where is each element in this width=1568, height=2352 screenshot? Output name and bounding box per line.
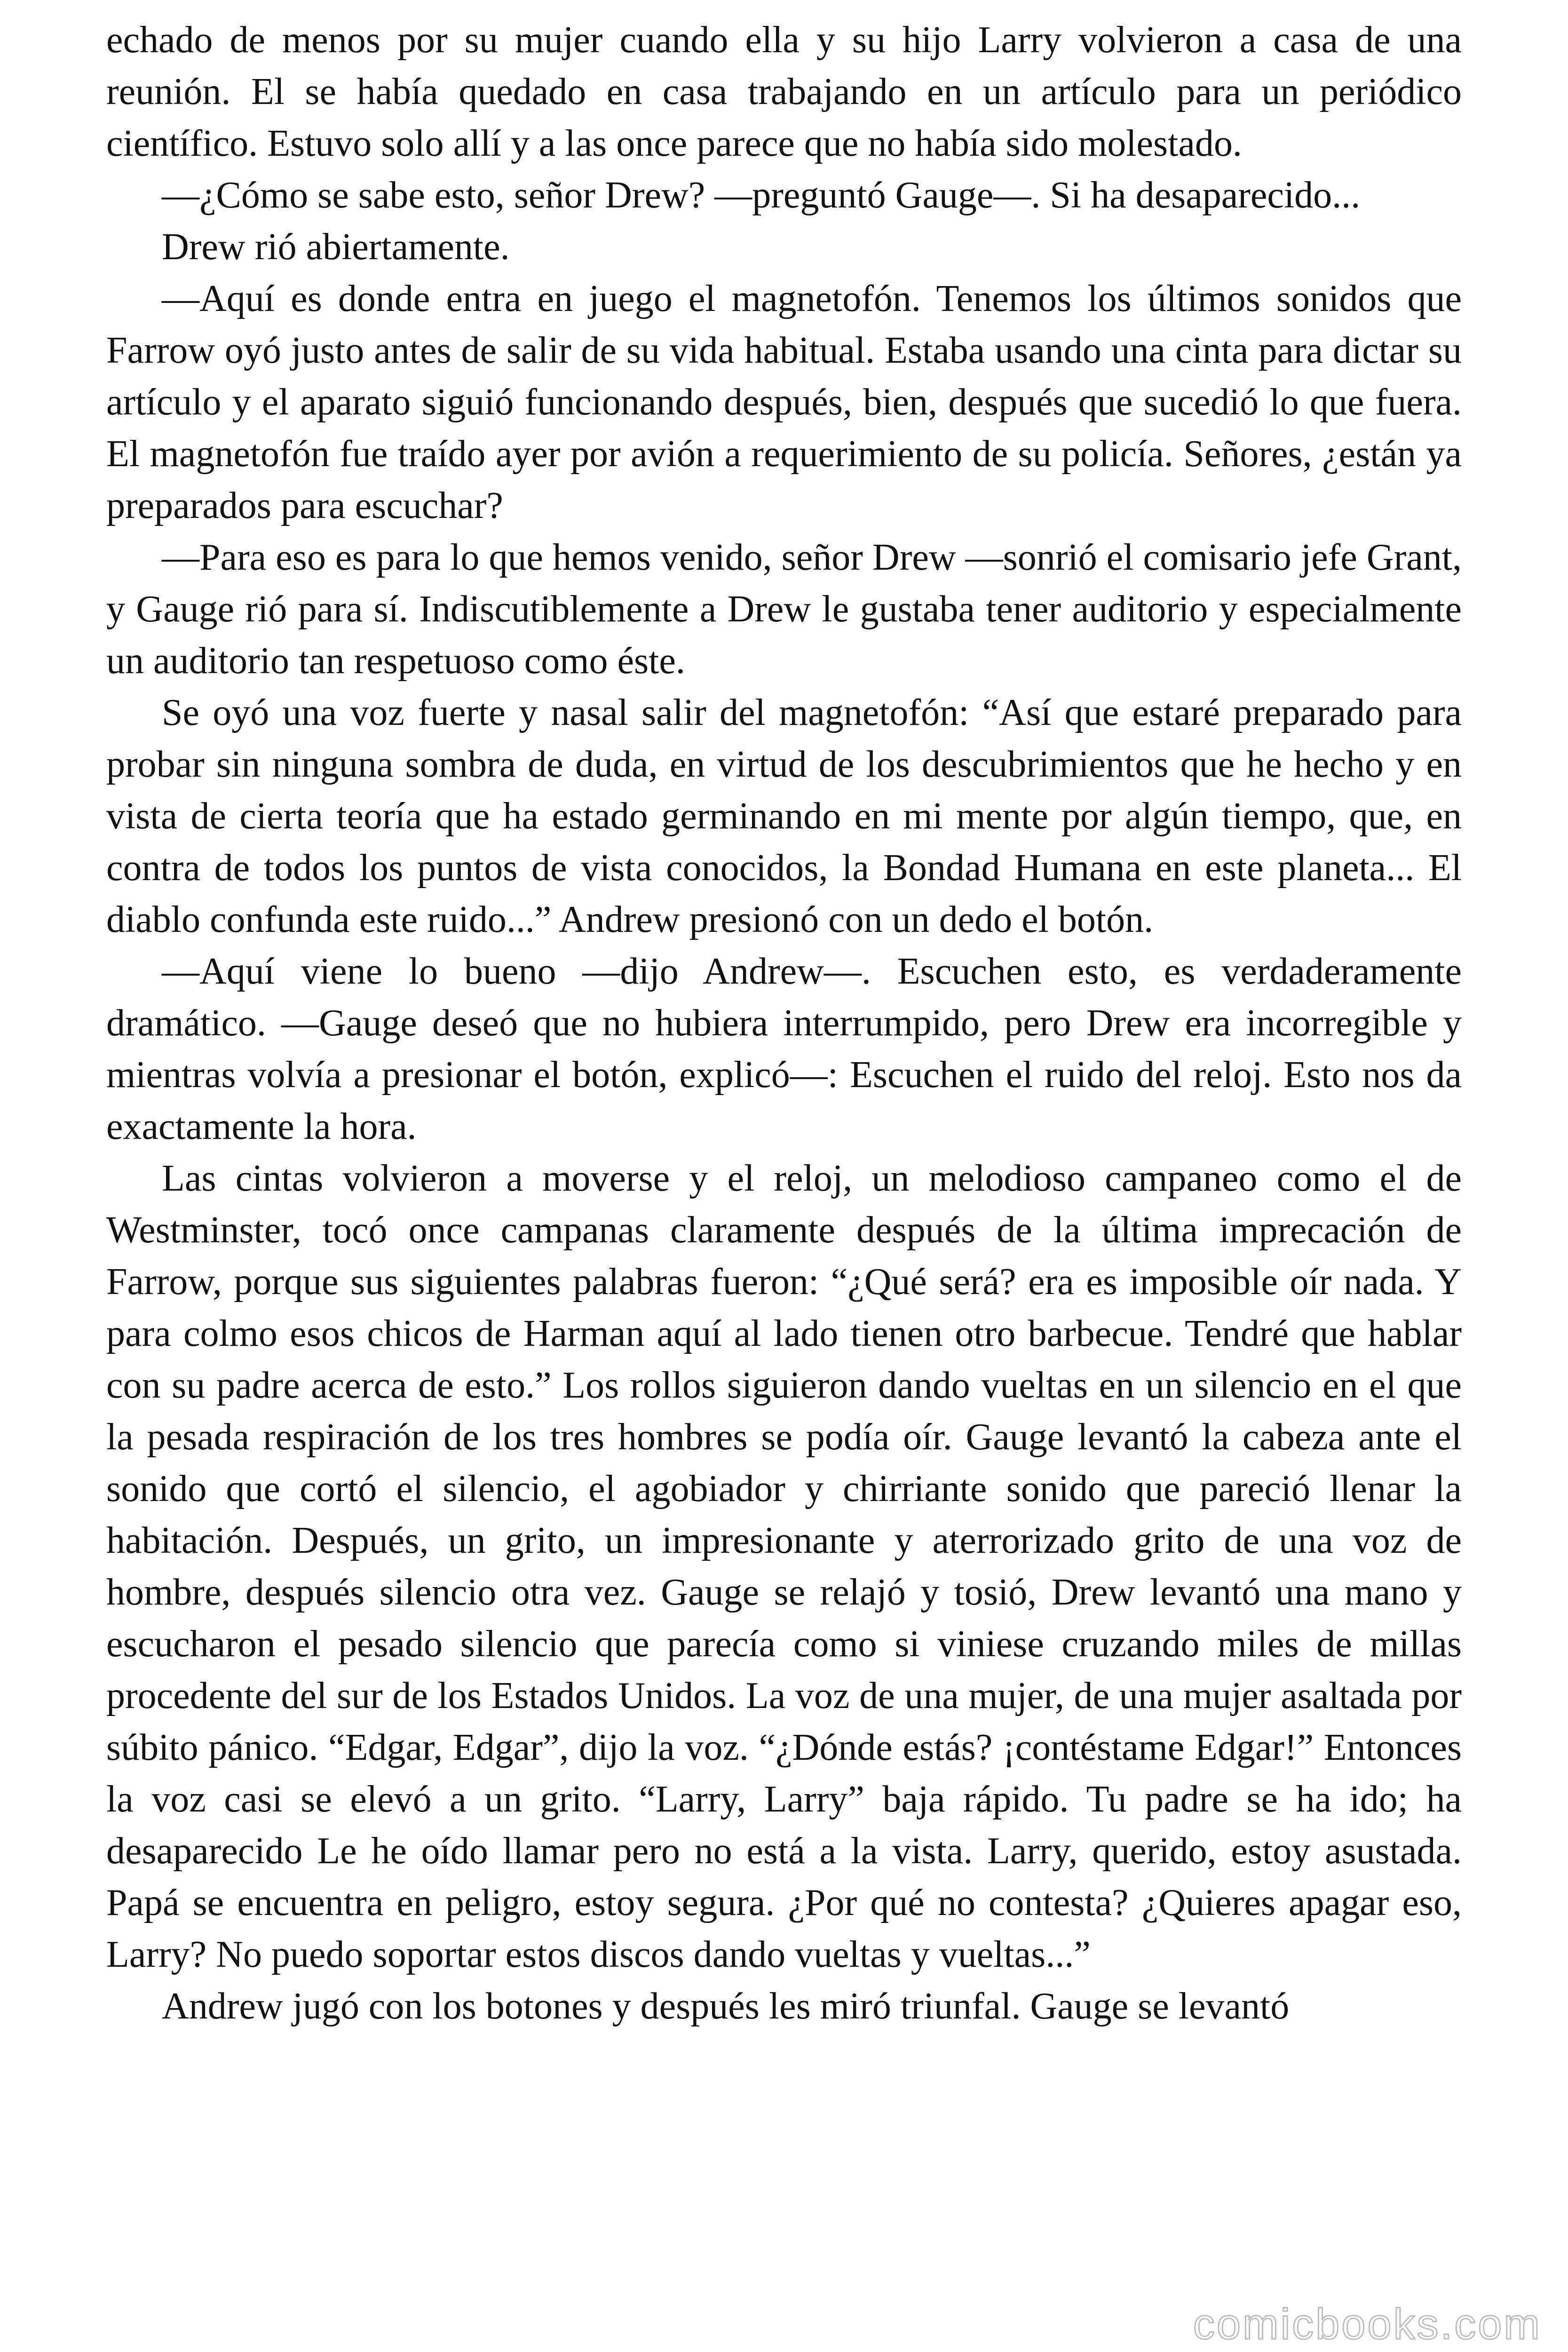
paragraph: Las cintas volvieron a moverse y el reloj, un melodioso campaneo como el de Westminster, tocó once campanas claramente después de la última imprecación de Farrow, porque sus siguientes palabras fueron: “¿Qué será? era es imposible oír nada. Y para colmo esos chicos de Harman aquí al lado tienen otro barbecue. Tendré que hablar con su padre acerca de esto.” Los rollos siguieron dando vueltas en un silencio en el que la pesada respiración de los tres hombres se podía oír. Gauge levantó la cabeza ante el sonido que cortó el silencio, el agobiador y chirriante sonido que pareció llenar la habitación. Después, un grito, un impresionante y aterrorizado grito de una voz de hombre, después silencio otra vez. Gauge se relajó y tosió, Drew levantó una mano y escucharon el pesado silencio que parecía como si viniese cruzando miles de millas procedente del sur de los Estados Unidos. La voz de una mujer, de una mujer asaltada por súbito pánico. “Edgar, Edgar”, dijo la voz. “¿Dónde estás? ¡contéstame Edgar!” Entonces la voz casi se elevó a un grito. “Larry, Larry” baja rápido. Tu padre se ha ido; ha desaparecido Le he oído llamar pero no está a la vista. Larry, querido, estoy asustada. Papá se encuentra en peligro, estoy segura. ¿Por qué no contesta? ¿Quieres apagar eso, Larry? No puedo soportar estos discos dando vueltas y vueltas...” [106, 1158, 1462, 1975]
paragraph: Drew rió abiertamente. [162, 226, 510, 268]
paragraph: —Aquí viene lo bueno —dijo Andrew—. Escuchen esto, es verdaderamente dramático. —Gauge deseó que no hubiera interrumpido, pero Drew era incorregible y mientras volvía a presionar el botón, explicó—: Escuchen el ruido del reloj. Esto nos da exactamente la hora. [106, 951, 1462, 1147]
paragraph: —Para eso es para lo que hemos venido, señor Drew —sonrió el comisario jefe Grant, y Gauge rió para sí. Indiscutiblemente a Drew le gustaba tener auditorio y especialmente un auditorio tan respetuoso como éste. [106, 537, 1462, 682]
paragraph: —Aquí es donde entra en juego el magnetofón. Tenemos los últimos sonidos que Farrow oyó justo antes de salir de su vida habitual. Estaba usando una cinta para dictar su artículo y el aparato siguió funcionando después, bien, después que sucedió lo que fuera. El magnetofón fue traído ayer por avión a requerimiento de su policía. Señores, ¿están ya preparados para escuchar? [106, 278, 1462, 526]
paragraph: Se oyó una voz fuerte y nasal salir del magnetofón: “Así que estaré preparado para probar sin ninguna sombra de duda, en virtud de los descubrimientos que he hecho y en vista de cierta teoría que ha estado germinando en mi mente por algún tiempo, que, en contra de todos los puntos de vista conocidos, la Bondad Humana en este planeta... El diablo confunda este ruido...” Andrew presionó con un dedo el botón. [106, 692, 1462, 940]
watermark-logo: comicbooks.com [1193, 2300, 1542, 2348]
paragraph: —¿Cómo se sabe esto, señor Drew? —preguntó Gauge—. Si ha desaparecido... [162, 175, 1361, 216]
paragraph-continuation: echado de menos por su mujer cuando ella y su hijo Larry volvieron a casa de una reunión. El se había quedado en casa trabajando en un artículo para un periódico científico. Estuvo solo allí y a las once parece que no había sido molestado. [106, 19, 1462, 164]
paragraph-last: Andrew jugó con los botones y después les miró triunfal. Gauge se levantó [162, 1986, 1290, 2027]
book-page [106, 14, 1462, 2032]
